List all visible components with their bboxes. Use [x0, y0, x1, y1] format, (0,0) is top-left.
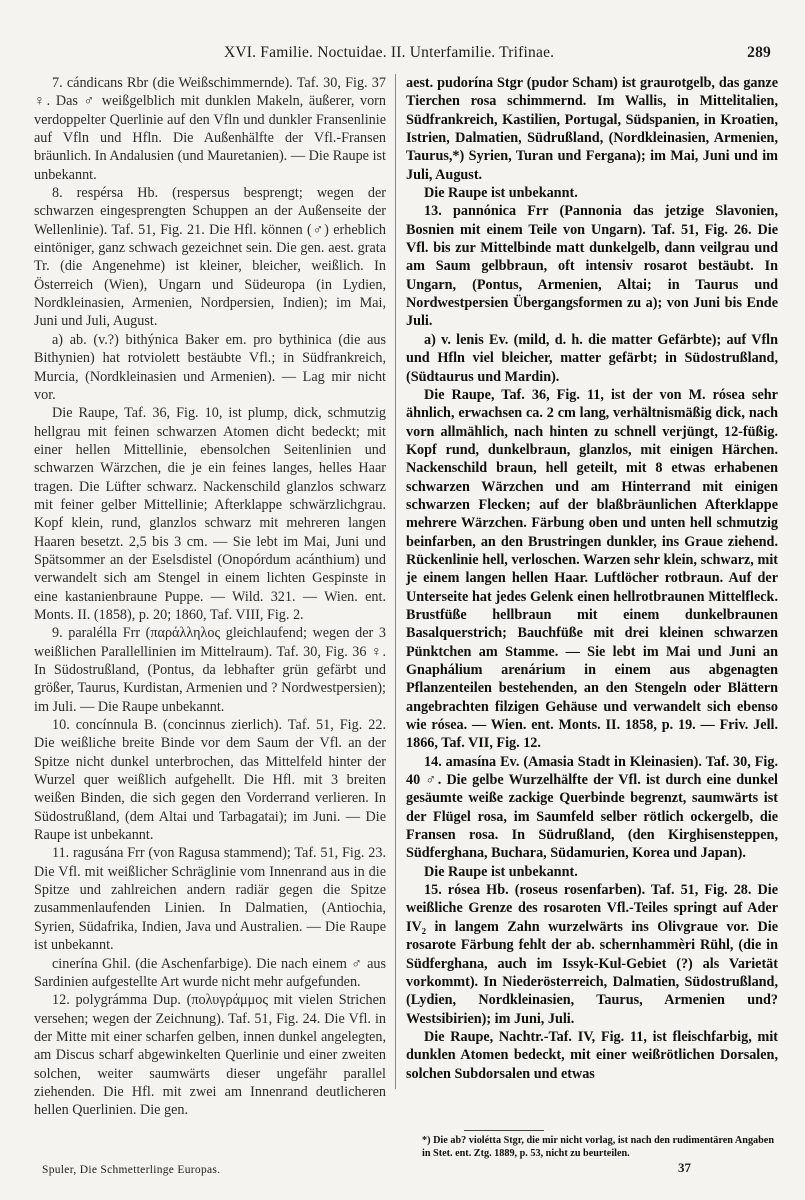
- entry-amasina-raupe: Die Raupe ist unbekannt.: [424, 863, 578, 880]
- entry-amasina: 14. amasína Ev. (Amasia Stadt in Kleinasien). Taf. 30, Fig. 40 ♂. Die gelbe Wurzelhälfte der Vfl. ist durch eine dunkel gesäumte weiße zackige Querbinde begrenzt, saumwärts ist der Flügel rosa, im Saumfeld selber rötlich ockergelb, die Fransen rosa. In Südrußland, (den Kirghisensteppen, Südferghana, Buchara, Südamurien, Korea und Japan).: [406, 753, 778, 862]
- entry-cinerina: cinerína Ghil. (die Aschenfarbige). Die nach einem ♂ aus Sardinien aufgestellte Art wurde nicht mehr aufgefunden.: [34, 955, 386, 990]
- column-divider: [395, 74, 396, 1089]
- entry-candicans: 7. cándicans Rbr (die Weißschimmernde). Taf. 30, Fig. 37 ♀. Das ♂ weißgelblich mit dunklen Makeln, äußerer, vorn verdoppelter Querlinie auf den Vfln und dunkler Fransenlinie auf Vfln und Hfln. Die Außenhälfte der Vfl.-Fransen bräunlich. In Andalusien (und Mauretanien). — Die Raupe ist unbekannt.: [34, 75, 386, 183]
- entry-respersa-raupe: Die Raupe, Taf. 36, Fig. 10, ist plump, dick, schmutzig hellgrau mit feinen schwarzen Atomen dicht bedeckt; mit einer hellen Mittellinie, ebensolchen Seitenlinien und schwarzen Wärzchen, die je ein feines langes, helles Haar tragen. Die Lüfter schwarz. Nackenschild glanzlos schwarz mit feiner gelber Mittellinie; Afterklappe schwärzlichgrau. Kopf klein, rund, glanzlos schwarz mit mehreren langen Haaren besetzt. 2,5 bis 3 cm. — Sie lebt im Mai, Juni und Spätsommer an der Eselsdistel (Onopórdum acánthium) und verwandelt sich am Stengel in einem lichten Gespinste in eine kastanienbraune Puppe. — Wild. 321. — Wien. ent. Monts. II. (1858), p. 20; 1860, Taf. VIII, Fig. 2.: [34, 405, 386, 623]
- entry-pannonica-lenis: a) v. lenis Ev. (mild, d. h. die matter Gefärbte); auf Vfln und Hfln viel bleicher, matter gefärbt; in Südostrußland, (Südtaurus und Mardin).: [406, 331, 778, 385]
- entry-rosea-raupe: Die Raupe, Nachtr.-Taf. IV, Fig. 11, ist fleischfarbig, mit dunklen Atomen bedeckt, mit einer weißrötlichen Dorsalen, solchen Subdorsalen und etwas: [406, 1028, 778, 1082]
- entry-rosea: 15. rósea Hb. (roseus rosenfarben). Taf. 51, Fig. 28. Die weißliche Grenze des rosaroten Vfl.-Teiles springt auf Ader IV₂ in langem Zahn wurzelwärts ins Olivgraue vor. Die rosarote Färbung fehlt der ab. schernhammèri Rühl, (die in Südferghana, auch im Issyk-Kul-Gebiet (?) als Varietät vorkommt). In Niederösterreich, Dalmatien, Südostrußland, (Lydien, Nordkleinasien, Taurus, Armenien und? Westsibirien); im Juni, Juli.: [406, 882, 778, 1027]
- left-column: [34, 74, 386, 1120]
- publisher-line: [42, 1164, 220, 1176]
- entry-paralella: 9. paralélla Frr (παράλληλος gleichlaufend; wegen der 3 weißlichen Parallellinien im Mittelraum). Taf. 30, Fig. 36 ♀. In Südostrußland, (Pontus, da lebhafter grün gefärbt und größer, Taurus, Kurdistan, Armenien und ? Nordwestpersien); im Juli. — Die Raupe unbekannt.: [34, 625, 386, 715]
- book-page: [34, 40, 779, 1190]
- entry-respersa: 8. respérsa Hb. (respersus besprengt; wegen der schwarzen eingesprengten Schuppen an der Außenseite der Wellenlinie). Taf. 51, Fig. 21. Die Hfl. können (♂) erheblich eintöniger, ganz schwach gezeichnet sein. Die gen. aest. grata Tr. (die Angenehme) ist kleiner, bleicher, weißlich. In Österreich (Wien), Ungarn und Südeuropa (in Lydien, Nordkleinasien, Armenien, Nordpersien, Indien); im Mai, Juni und Juli, August.: [34, 185, 386, 330]
- entry-polygramma: 12. polygrámma Dup. (πολυγράμμος mit vielen Strichen versehen; wegen der Zeichnung). Taf. 51, Fig. 24. Die Vfl. in der Mitte mit einer scharfen gelben, innen dunkel angelegten, am Discus scharf abgewinkelten Querlinie und einer zweiten solchen, weiter saumwärts dieser ungefähr parallel ziehenden. Die Hfl. mit zwei am Innenrand deutlicheren hellen Querlinien. Die gen.: [34, 992, 386, 1119]
- entry-pannonica-raupe: Die Raupe, Taf. 36, Fig. 11, ist der von M. rósea sehr ähnlich, erwachsen ca. 2 cm lang, verhältnismäßig dick, nach vorn allmählich, nach hinten zu schnell verjüngt, 12-füßig. Kopf rund, dunkelbraun, glanzlos, mit einigen Härchen. Nackenschild braun, hell geteilt, mit 8 etwas erhabenen schwarzen Wärzchen und am Hinterrand mit einigen schwarzen Flecken; auf der blaßbräunlichen Afterklappe mehrere Wärzchen. Färbung oben und unten hell schmutzig beinfarben, an den Brustringen dunkler, ins Graue ziehend. Rückenlinie hell, verloschen. Warzen sehr klein, schwarz, mit je einem langen hellen Haar. Luftlöcher rotbraun. Auf der Unterseite hat jedes Gelenk einen hellrotbraunen Mittelfleck. Brustfüße hellbraun mit einem dunkelbraunen Basalquerstrich; Bauchfüße mit drei kleinen schwarzen Pünktchen am Stamme. — Sie lebt im Mai und Juni an Gnaphálium arenárium in einem aus abgenagten Pflanzenteilen bestehenden, an den Stengeln oder Blättern angebrachten filzigen Gehäuse und verwandelt sich ebenso wie rósea. — Wien. ent. Monts. II. 1858, p. 19. — Friv. Jell. 1866, Taf. VII, Fig. 12.: [406, 386, 778, 752]
- entry-respersa-bithynica: a) ab. (v.?) bithýnica Baker em. pro bythinica (die aus Bithynien) hat rotviolett bestäubte Vfl.; in Südfrankreich, Murcia, (Nordkleinasien und Armenien). — Lag mir nicht vor.: [34, 331, 386, 403]
- right-column: [406, 74, 778, 1083]
- publisher-text: Spuler, Die Schmetterlinge Europas.: [42, 1164, 221, 1176]
- entry-pudorina-raupe: Die Raupe ist unbekannt.: [424, 185, 578, 202]
- signature-mark: 37: [678, 1160, 691, 1175]
- entry-ragusana: 11. ragusána Frr (von Ragusa stammend); Taf. 51, Fig. 23. Die Vfl. mit weißlicher Schräglinie vom Innenrand aus in die Spitze und zahlreichen andern radiär gegen die Spitze zusammenlaufenden Linien. In Dalmatien, (Antiochia, Syrien, Südafrika, Indien, Java und Australien. — Die Raupe ist unbekannt.: [34, 845, 386, 954]
- entry-pannonica: 13. pannónica Frr (Pannonia das jetzige Slavonien, Bosnien mit einem Teile von Ungarn). Taf. 51, Fig. 26. Die Vfl. bis zur Mittelbinde matt dunkelgelb, dann veilgrau und am Saum gelbbraun, oft intensiv rosarot bestäubt. In Ungarn, (Pontus, Armenien, Altai; in Taurus und Nordwestpersien Übergangsformen zu a); von Juni bis Ende Juli.: [406, 203, 778, 330]
- footnote: *) Die ab? violétta Stgr, die mir nicht vorlag, ist nach den rudimentären Angaben in Stet. ent. Ztg. 1889, p. 53, nicht zu beurteilen.: [422, 1135, 774, 1159]
- running-title: XVI. Familie. Noctuidae. II. Unterfamilie. Trifinae.: [224, 44, 555, 61]
- entry-concinnula: 10. concínnula B. (concinnus zierlich). Taf. 51, Fig. 22. Die weißliche breite Binde vor dem Saum der Vfl. an der Spitze nicht dunkel unterbrochen, das Mittelfeld hinter der Wurzel quer weißlich aufgehellt. Die Hfl. mit 3 breiten weißen Binden, die sich gegen den Vorderrand verlieren. In Südostrußland, (dem Altai und Tarbagatai); im Juni. — Die Raupe ist unbekannt.: [34, 717, 386, 844]
- footnote-rule: [464, 1130, 544, 1131]
- running-header: [34, 40, 779, 64]
- entry-pudorina: aest. pudorína Stgr (pudor Scham) ist graurotgelb, das ganze Tierchen rosa schimmernd. Im Wallis, in Mittelitalien, Südfrankreich, Kastilien, Portugal, Südspanien, in Kroatien, Istrien, Dalmatien, Südrußland, (Nordkleinasien, Armenien, Taurus,*) Syrien, Turan und Fergana); im Mai, Juni und im Juli, August.: [406, 75, 778, 183]
- page-number: 289: [747, 44, 771, 61]
